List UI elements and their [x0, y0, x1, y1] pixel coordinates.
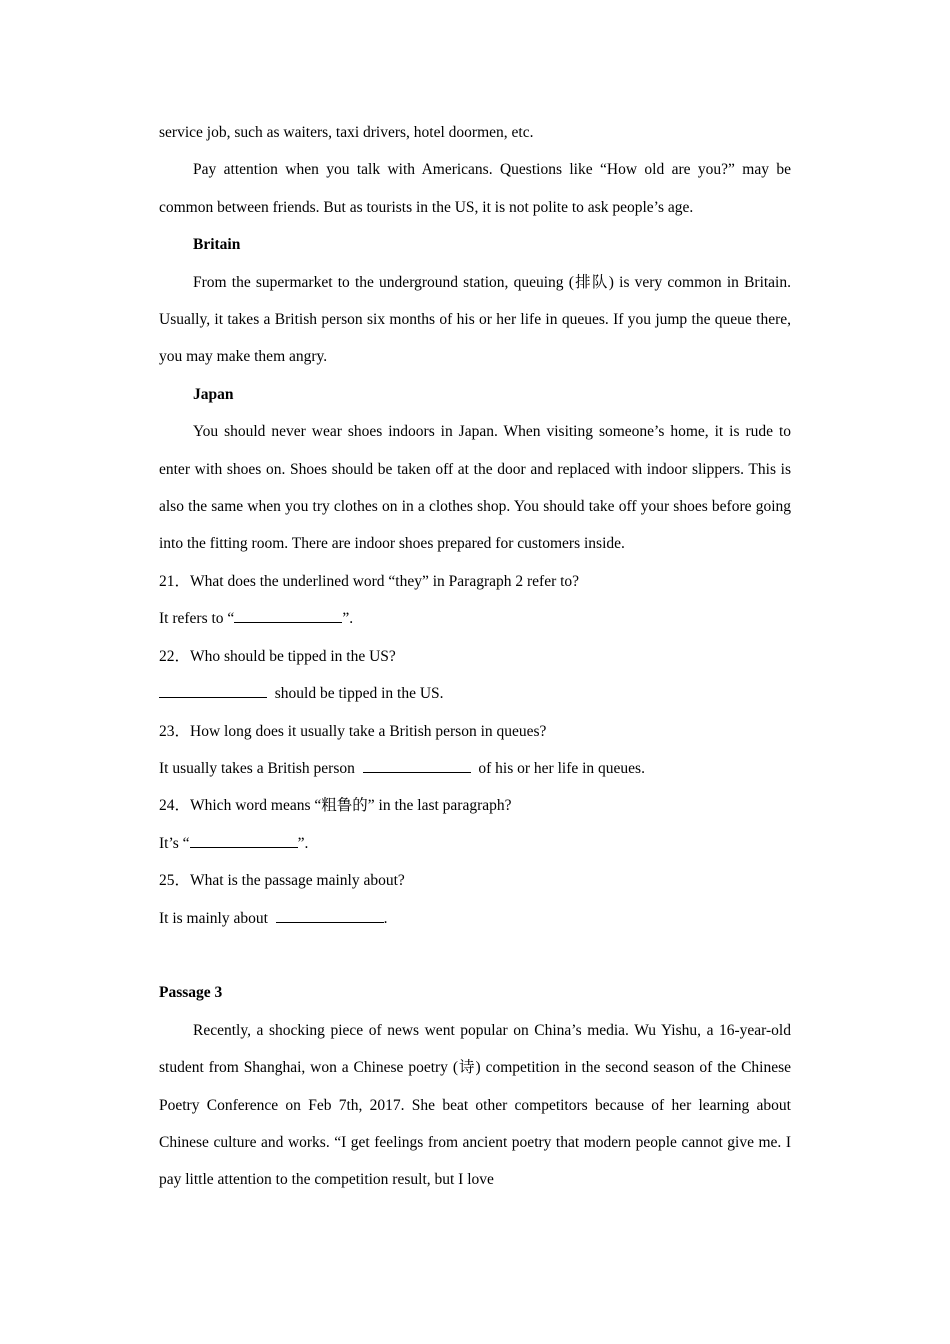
section-spacer	[159, 937, 791, 974]
answer-line	[159, 675, 791, 712]
question-21	[159, 563, 791, 638]
answer-prefix: It is mainly about	[159, 909, 272, 927]
passage-3-paragraph: Recently, a shocking piece of news went popular on China’s media. Wu Yishu, a 16-year-old student from Shanghai, won a Chinese poetry (诗) competition in the second season of the Chinese Poetry Conference on Feb 7th, 2017. She beat other competitors because of her learning about Chinese culture and works. “I get feelings from ancient poetry that modern people cannot give me. I pay little attention to the competition result, but I love	[159, 1021, 791, 1189]
question-text: 21．What does the underlined word “they” in Paragraph 2 refer to?	[159, 572, 580, 590]
question-22	[159, 638, 791, 713]
britain-heading: Britain	[193, 236, 241, 254]
japan-paragraph: You should never wear shoes indoors in Japan. When visiting someone’s home, it is rude to enter with shoes on. Shoes should be taken off at the door and replaced with indoor slippers. This is also the same when you try clothes on in a clothes shop. You should take off your shoes before going into the fitting room. There are indoor shoes prepared for customers inside.	[159, 423, 791, 553]
answer-line	[159, 825, 791, 862]
us-paragraph: Pay attention when you talk with Americans. Questions like “How old are you?” may be common between friends. But as tourists in the US, it is not polite to ask people’s age.	[159, 161, 791, 216]
question-text: 23．How long does it usually take a British person in queues?	[159, 722, 547, 740]
answer-blank[interactable]	[159, 683, 267, 698]
passage-3-title: Passage 3	[159, 984, 223, 1002]
answer-suffix: .	[383, 909, 388, 927]
japan-heading: Japan	[193, 385, 234, 403]
answer-suffix: ”.	[297, 834, 309, 852]
britain-paragraph: From the supermarket to the underground station, queuing (排队) is very common in Britain. Usually, it takes a British person six months of his or her life in queues. If you jump the queue there, you may make them angry.	[159, 273, 791, 366]
answer-line	[159, 600, 791, 637]
answer-prefix: It’s “	[159, 834, 190, 852]
document-page	[159, 114, 791, 1199]
answer-prefix: It usually takes a British person	[159, 759, 359, 777]
answer-suffix: of his or her life in queues.	[474, 759, 645, 777]
intro-line: service job, such as waiters, taxi drivers, hotel doormen, etc.	[159, 124, 534, 141]
answer-blank[interactable]	[276, 908, 384, 923]
question-23	[159, 713, 791, 788]
answer-blank[interactable]	[234, 608, 342, 623]
answer-line	[159, 900, 791, 937]
answer-prefix: It refers to “	[159, 610, 235, 628]
answer-suffix: ”.	[342, 610, 354, 628]
answer-suffix: should be tipped in the US.	[270, 685, 444, 703]
question-text: 22．Who should be tipped in the US?	[159, 647, 396, 665]
answer-blank[interactable]	[363, 758, 471, 773]
question-24	[159, 787, 791, 862]
question-text: 25．What is the passage mainly about?	[159, 872, 405, 890]
answer-line	[159, 750, 791, 787]
question-25	[159, 862, 791, 937]
question-text: 24．Which word means “粗鲁的” in the last paragraph?	[159, 797, 512, 815]
answer-blank[interactable]	[190, 833, 298, 848]
